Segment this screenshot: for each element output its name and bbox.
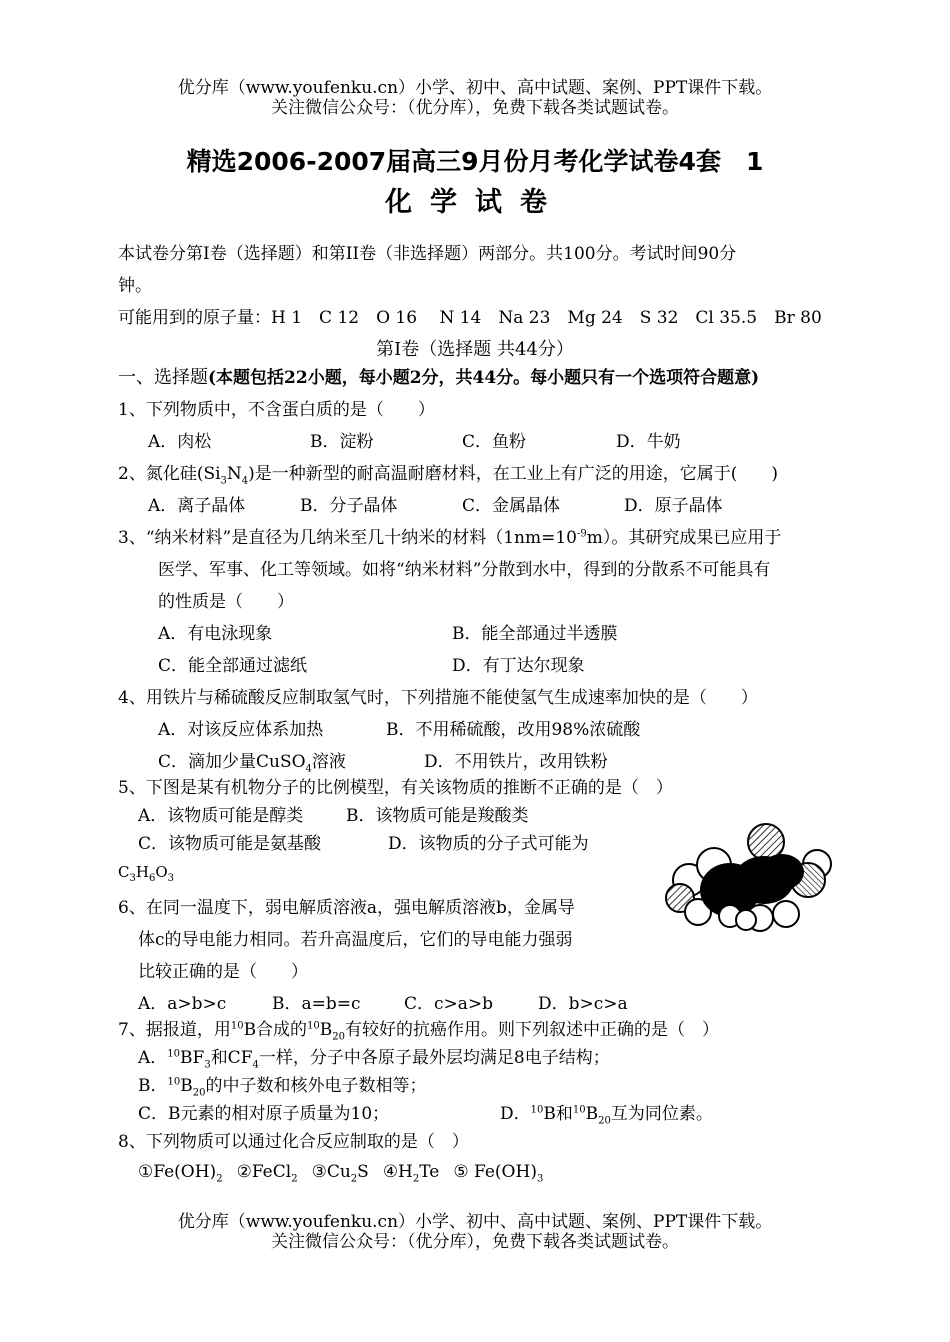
q4-stem: 4、用铁片与稀硫酸反应制取氢气时，下列措施不能使氢气生成速率加快的是（ ） [118, 688, 758, 708]
q5-option-a: A．该物质可能是醇类 [138, 806, 304, 826]
q8-o4t: Te [419, 1162, 440, 1182]
q2-stem [118, 464, 779, 487]
footer-line-2: 关注微信公众号：（优分库），免费下载各类试题试卷。 [271, 1232, 679, 1252]
q8-o3s: 2 [350, 1173, 358, 1185]
q4-option-c [158, 752, 346, 775]
q2-stem-mid: N [226, 464, 242, 484]
header-line-1: 优分库（www.youfenku.cn）小学、初中、高中试题、案例、PPT课件下载。 [177, 78, 773, 98]
q6-option-c: C．c>a>b [404, 994, 494, 1014]
q1-option-d: D．牛奶 [616, 432, 681, 452]
q7-b-pre: B． [138, 1076, 168, 1096]
q6-line-1: 6、在同一温度下，弱电解质溶液a，强电解质溶液b，金属导 [118, 898, 575, 918]
q8-o1: ①Fe(OH) [138, 1162, 217, 1182]
q5-option-b: B．该物质可能是羧酸类 [346, 806, 529, 826]
intro-line-2: 钟。 [118, 276, 152, 296]
q7-d-mid2: B [585, 1104, 599, 1124]
q7-d-mid: B和 [543, 1104, 573, 1124]
q4-option-a: A．对该反应体系加热 [158, 720, 324, 740]
q2-option-c: C．金属晶体 [462, 496, 561, 516]
q6-line-2: 体c的导电能力相同。若升高温度后，它们的导电能力强弱 [138, 930, 573, 950]
q5-option-d: D．该物质的分子式可能为 [388, 834, 589, 854]
q6-line-3: 比较正确的是（ ） [138, 962, 308, 982]
intro-line-1: 本试卷分第I卷（选择题）和第II卷（非选择题）两部分。共100分。考试时间90分 [118, 244, 737, 264]
q2-sub1: 3 [220, 475, 227, 487]
q7-option-c: C．B元素的相对原子质量为10； [138, 1104, 390, 1124]
q3-option-a: A．有电泳现象 [158, 624, 273, 644]
q4-c-post: 溶液 [311, 752, 346, 772]
q7-b-sup: 10 [167, 1076, 181, 1088]
q3-sup: -9 [576, 528, 587, 540]
q3-option-d: D．有丁达尔现象 [452, 656, 585, 676]
q7-option-d [500, 1104, 713, 1127]
header-line-2: 关注微信公众号：（优分库），免费下载各类试题试卷。 [271, 98, 679, 118]
q6-option-d: D．b>c>a [538, 994, 628, 1014]
q1-option-c: C．鱼粉 [462, 432, 527, 452]
q7-sup2: 10 [307, 1020, 320, 1032]
q5-stem: 5、下图是某有机物分子的比例模型，有关该物质的推断不正确的是（ ） [118, 778, 673, 798]
q2-sub2: 4 [241, 475, 249, 487]
q7-a-sub2: 4 [252, 1059, 259, 1071]
q1-stem: 1、下列物质中，不含蛋白质的是（ ） [118, 400, 435, 420]
q8-o2s: 2 [291, 1173, 298, 1185]
q7-a-mid2: 和CF [210, 1048, 253, 1068]
q5-f-h: H [135, 863, 149, 881]
q4-option-b: B．不用稀硫酸，改用98%浓硫酸 [386, 720, 641, 740]
q7-stem-b: B [319, 1020, 333, 1040]
q4-c-sub: 4 [305, 763, 312, 775]
q6-option-b: B．a=b=c [272, 994, 361, 1014]
q2-stem-post: )是一种新型的耐高温耐磨材料，在工业上有广泛的用途，它属于( ) [248, 464, 779, 484]
q2-stem-pre: 2、氮化硅(Si [118, 464, 221, 484]
q7-b-post: 的中子数和核外电子数相等； [205, 1076, 427, 1096]
q7-a-sup: 10 [167, 1048, 181, 1060]
section-heading [118, 368, 759, 388]
q6-option-a: A．a>b>c [138, 994, 227, 1014]
q5-f-c: C [118, 863, 130, 881]
q7-sub1: 20 [332, 1031, 346, 1043]
q8-o5s: 3 [536, 1173, 544, 1185]
q2-option-d: D．原子晶体 [624, 496, 723, 516]
section-heading-rest: (本题包括22小题，每小题2分，共44分。每小题只有一个选项符合题意) [208, 368, 760, 388]
q7-d-pre: D． [500, 1104, 531, 1124]
q3-line-1 [118, 528, 781, 548]
q7-stem-post: 有较好的抗癌作用。则下列叙述中正确的是（ ） [345, 1020, 720, 1040]
q7-a-sub: 3 [204, 1059, 211, 1071]
q5-option-c: C．该物质可能是氨基酸 [138, 834, 322, 854]
q7-a-post: 一样，分子中各原子最外层均满足8电子结构； [258, 1048, 610, 1068]
q8-o1s: 2 [216, 1173, 223, 1185]
page-subtitle: 化学试卷 [385, 187, 565, 218]
q8-o4: ④H [382, 1162, 413, 1182]
q7-d-sup: 10 [530, 1104, 544, 1116]
q3-line-3: 的性质是（ ） [158, 592, 294, 612]
q7-sup1: 10 [230, 1020, 244, 1032]
q7-d-sup2: 10 [572, 1104, 586, 1116]
q7-stem-pre: 7、据报道，用 [118, 1020, 231, 1040]
q8-o5: ⑤ Fe(OH) [453, 1162, 537, 1182]
q1-option-a: A．肉松 [148, 432, 212, 452]
section-heading-prefix: 一、选择题 [118, 367, 208, 388]
q4-option-d: D．不用铁片，改用铁粉 [424, 752, 608, 772]
q7-b-sub: 20 [192, 1087, 206, 1099]
q5-formula [118, 862, 174, 882]
q3-l1-post: m）。其研究成果已应用于 [586, 528, 782, 548]
q7-option-b [138, 1076, 427, 1099]
q8-o2: ②FeCl [236, 1162, 292, 1182]
q8-options [138, 1162, 544, 1185]
molecule-model-image [662, 820, 842, 940]
q7-option-a [138, 1048, 610, 1071]
q3-option-c: C．能全部通过滤纸 [158, 656, 308, 676]
atomic-masses: 可能用到的原子量：H 1 C 12 O 16 N 14 Na 23 Mg 24 S 32 Cl 35.5 Br 80 [118, 308, 822, 328]
q5-f-6: 6 [148, 873, 156, 884]
q7-d-post: 互为同位素。 [610, 1104, 713, 1124]
q8-o3: ③Cu [311, 1162, 351, 1182]
q3-l1-pre: 3、“纳米材料”是直径为几纳米至几十纳米的材料（1nm=10 [118, 528, 577, 548]
q5-f-3b: 3 [167, 873, 175, 884]
q8-stem: 8、下列物质可以通过化合反应制取的是（ ） [118, 1132, 469, 1152]
q5-f-3: 3 [129, 873, 136, 884]
section-title: 第I卷（选择题 共44分） [376, 339, 574, 360]
page-title: 精选2006-2007届高三9月份月考化学试卷4套 1 [186, 147, 764, 176]
q8-o4s: 2 [412, 1173, 420, 1185]
q7-d-sub: 20 [598, 1115, 611, 1127]
q8-o3t: S [357, 1162, 369, 1182]
q2-option-b: B．分子晶体 [300, 496, 398, 516]
footer-line-1: 优分库（www.youfenku.cn）小学、初中、高中试题、案例、PPT课件下载。 [177, 1212, 773, 1232]
q7-stem [118, 1020, 720, 1043]
q7-b-mid: B [180, 1076, 193, 1096]
q4-c-pre: C．滴加少量CuSO [158, 752, 306, 772]
q7-stem-mid: B合成的 [243, 1020, 308, 1040]
q2-option-a: A．离子晶体 [148, 496, 246, 516]
q7-a-pre: A． [138, 1048, 168, 1068]
q7-a-mid: BF [180, 1048, 205, 1068]
q3-option-b: B．能全部通过半透膜 [452, 624, 618, 644]
q1-option-b: B．淀粉 [310, 432, 374, 452]
q3-line-2: 医学、军事、化工等领域。如将“纳米材料”分散到水中，得到的分散系不可能具有 [158, 560, 771, 580]
q5-f-o: O [155, 863, 168, 881]
